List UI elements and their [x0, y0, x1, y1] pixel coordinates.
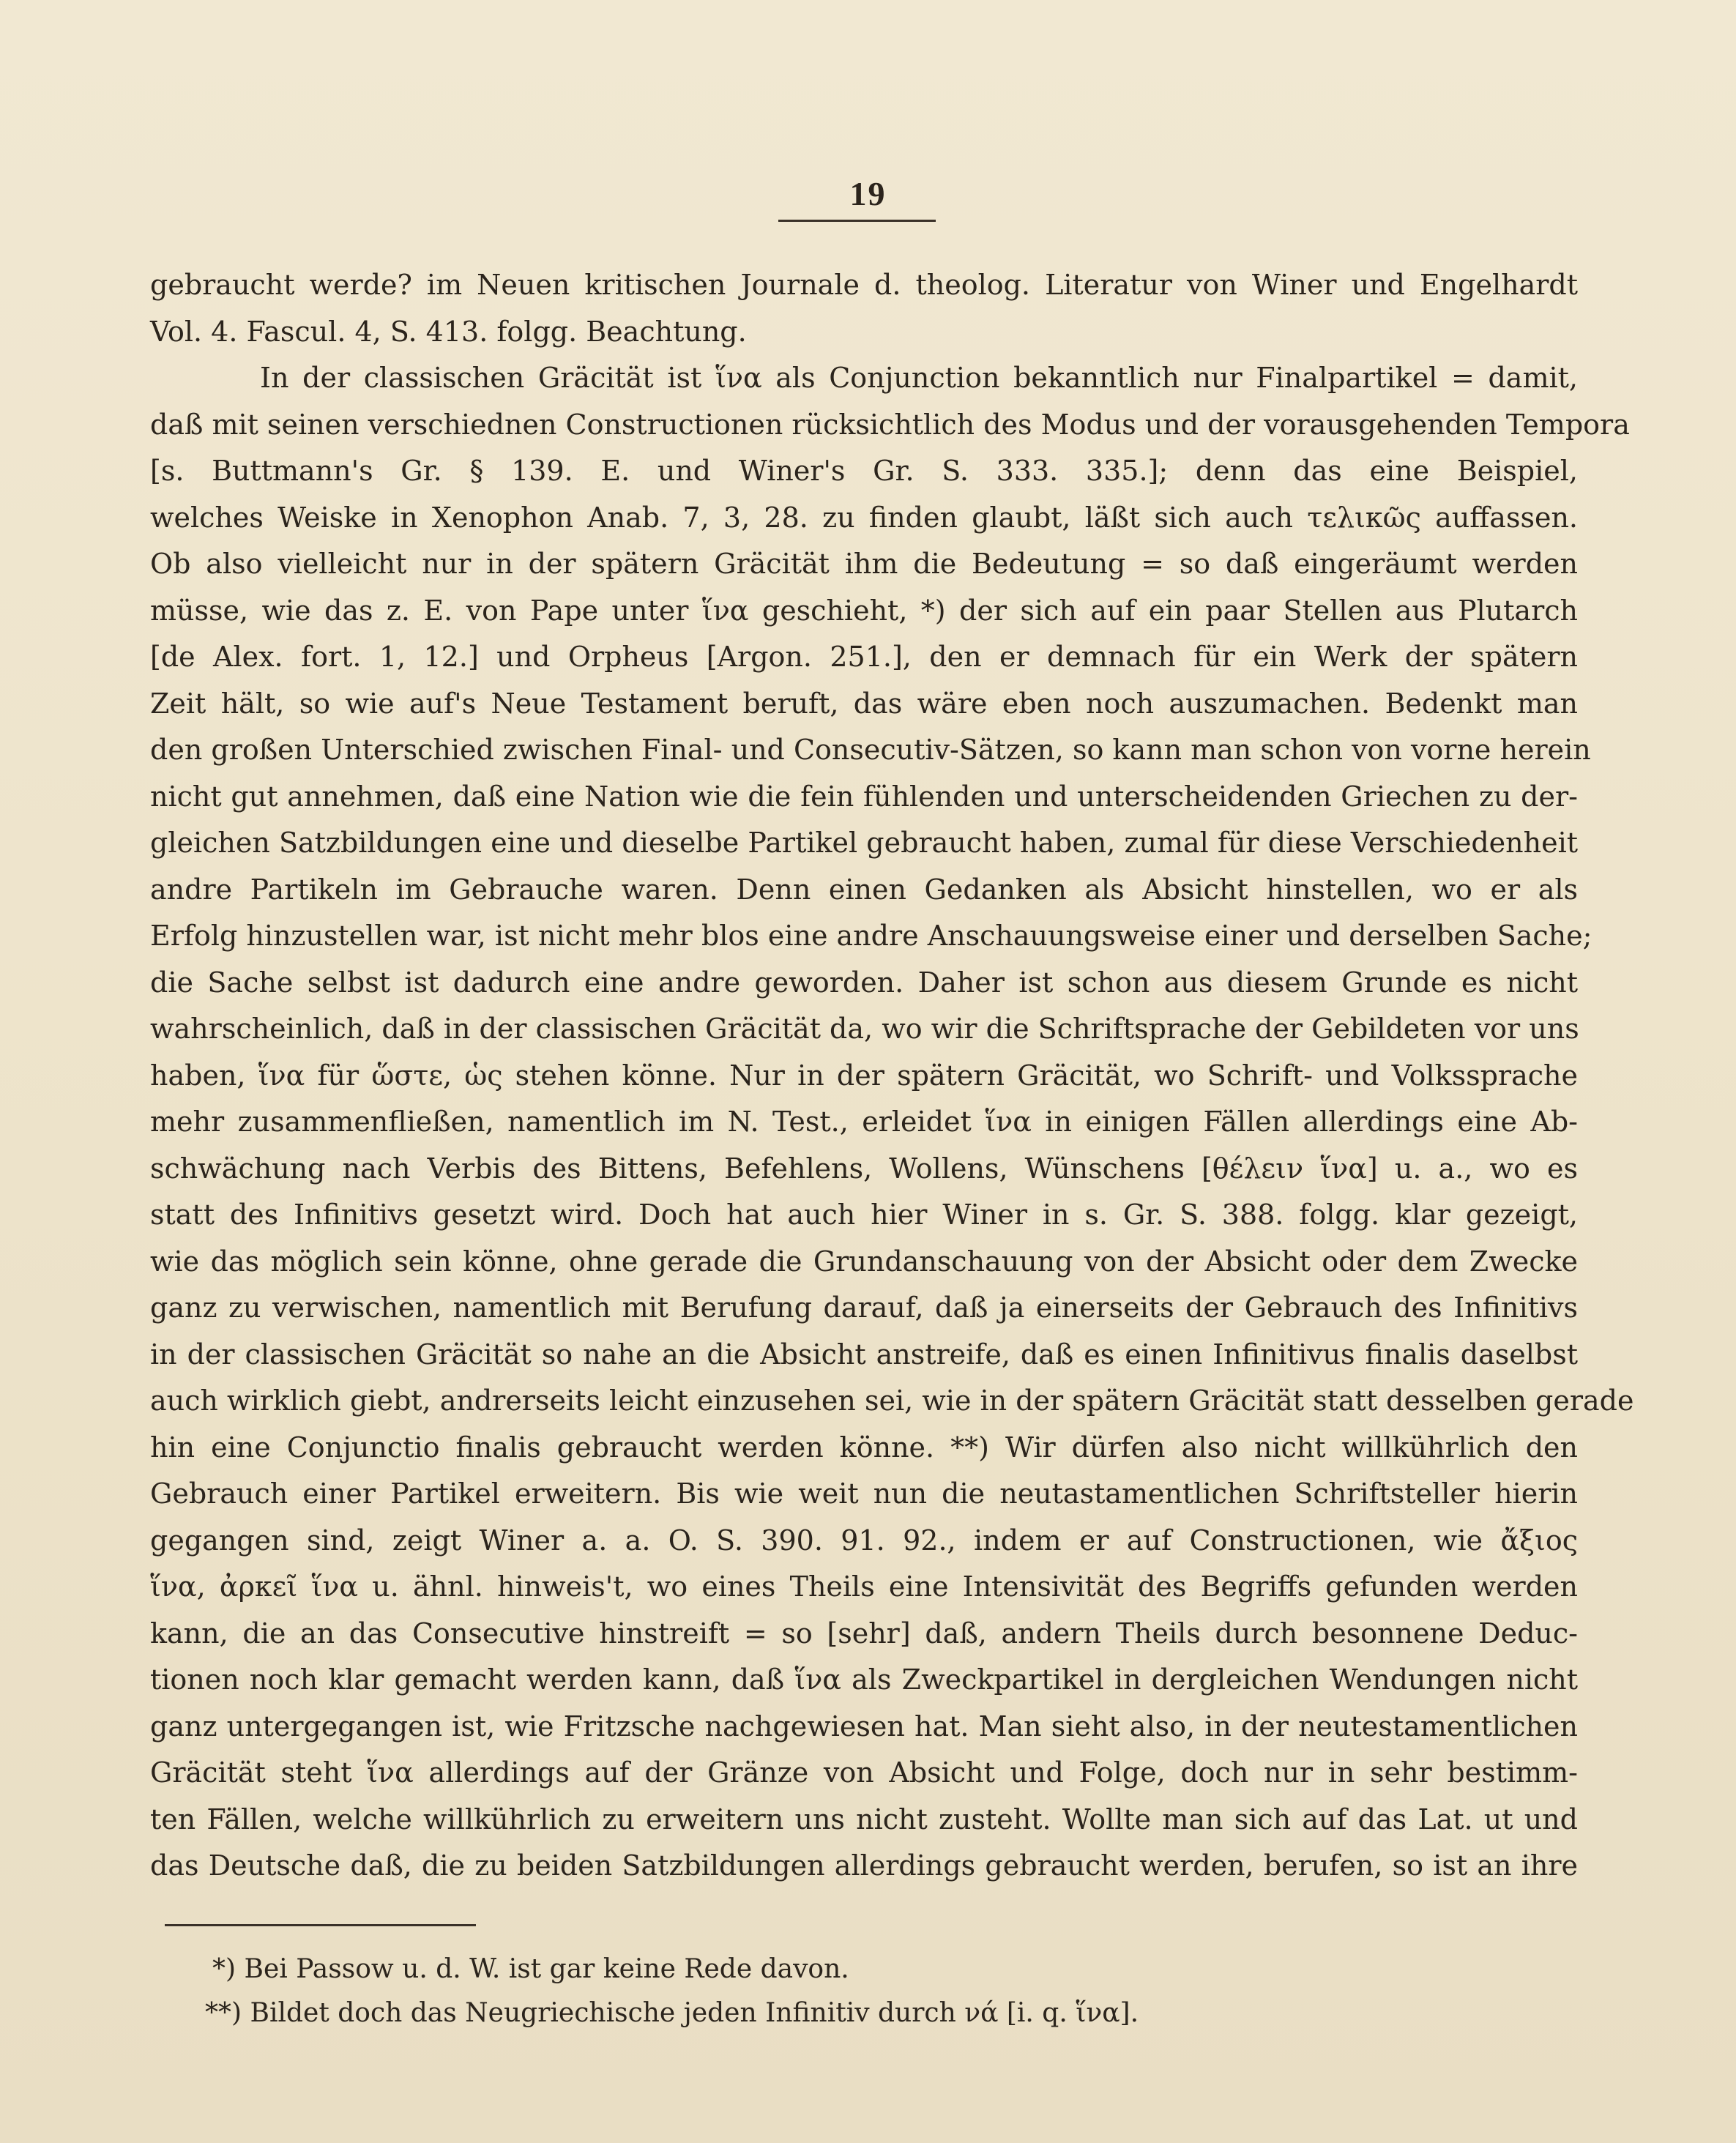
- text-line: schwächung nach Verbis des Bittens, Befehlens, Wollens, Wünschens [θέλειν ἵνα] u. a., wo es: [150, 1152, 1578, 1185]
- text-line: Ob also vielleicht nur in der spätern Gräcität ihm die Bedeutung = so daß eingeräumt werden: [150, 548, 1578, 580]
- footnotes: [205, 1948, 1311, 2035]
- text-line: ganz zu verwischen, namentlich mit Berufung darauf, daß ja einerseits der Gebrauch des Infinitivs: [150, 1292, 1578, 1324]
- text-line: daß mit seinen verschiednen Constructionen rücksichtlich des Modus und der vorausgehenden Tempora: [150, 408, 1630, 441]
- header-rule: [778, 220, 936, 222]
- text-line: ten Fällen, welche willkührlich zu erweitern uns nicht zusteht. Wollte man sich auf das Lat. ut und: [150, 1803, 1578, 1835]
- text-line: in der classischen Gräcität so nahe an die Absicht anstreife, daß es einen Infinitivus finalis daselbst: [150, 1338, 1578, 1371]
- text-line: gegangen sind, zeigt Winer a. a. O. S. 390. 91. 92., indem er auf Constructionen, wie ἄξιος: [150, 1524, 1578, 1557]
- text-line: [s. Buttmann's Gr. § 139. E. und Winer's Gr. S. 333. 335.]; denn das eine Beispiel,: [150, 455, 1578, 487]
- text-line: wie das möglich sein könne, ohne gerade die Grundanschauung von der Absicht oder dem Zwecke: [150, 1245, 1578, 1278]
- text-line: hin eine Conjunctio finalis gebraucht werden könne. **) Wir dürfen also nicht willkührlich den: [150, 1431, 1578, 1464]
- text-line: In der classischen Gräcität ist ἵνα als Conjunction bekanntlich nur Finalpartikel = damit,: [260, 362, 1578, 394]
- text-line: ἵνα, ἀρκεῖ ἵνα u. ähnl. hinweis't, wo eines Theils eine Intensivität des Begriffs gefunden werden: [150, 1570, 1578, 1603]
- text-line: die Sache selbst ist dadurch eine andre geworden. Daher ist schon aus diesem Grunde es nicht: [150, 966, 1578, 999]
- text-line: statt des Infinitivs gesetzt wird. Doch hat auch hier Winer in s. Gr. S. 388. folgg. klar gezeigt,: [150, 1199, 1578, 1231]
- text-line: auch wirklich giebt, andrerseits leicht einzusehen sei, wie in der spätern Gräcität statt desselben gerade: [150, 1384, 1634, 1417]
- footnote: *) Bei Passow u. d. W. ist gar keine Rede davon.: [212, 1954, 849, 1984]
- text-line: das Deutsche daß, die zu beiden Satzbildungen allerdings gebraucht werden, berufen, so ist an ihre: [150, 1849, 1578, 1882]
- text-line: gleichen Satzbildungen eine und dieselbe Partikel gebraucht haben, zumal für diese Verschiedenheit: [150, 827, 1578, 859]
- text-line: wahrscheinlich, daß in der classischen Gräcität da, wo wir die Schriftsprache der Gebildeten vor uns: [150, 1013, 1579, 1045]
- page-number: 19: [849, 175, 887, 212]
- text-line: ganz untergegangen ist, wie Fritzsche nachgewiesen hat. Man sieht also, in der neutestamentlichen: [150, 1710, 1578, 1743]
- text-line: Zeit hält, so wie auf's Neue Testament beruft, das wäre eben noch auszumachen. Bedenkt man: [150, 687, 1578, 720]
- text-line: [de Alex. fort. 1, 12.] und Orpheus [Argon. 251.], den er demnach für ein Werk der spätern: [150, 641, 1578, 673]
- text-line: müsse, wie das z. E. von Pape unter ἵνα geschieht, *) der sich auf ein paar Stellen aus Plutarch: [150, 594, 1578, 627]
- text-line: Erfolg hinzustellen war, ist nicht mehr blos eine andre Anschauungsweise einer und derselben Sache;: [150, 920, 1592, 952]
- text-line: den großen Unterschied zwischen Final- und Consecutiv-Sätzen, so kann man schon von vorne herein: [150, 734, 1591, 766]
- text-line: gebraucht werde? im Neuen kritischen Journale d. theolog. Literatur von Winer und Engelhardt: [150, 269, 1578, 301]
- text-line: tionen noch klar gemacht werden kann, daß ἵνα als Zweckpartikel in dergleichen Wendungen nicht: [150, 1663, 1578, 1696]
- footnote: **) Bildet doch das Neugriechische jeden Infinitiv durch νά [i. q. ἵνα].: [205, 1998, 1139, 2028]
- text-line: andre Partikeln im Gebrauche waren. Denn einen Gedanken als Absicht hinstellen, wo er als: [150, 873, 1578, 906]
- text-line: mehr zusammenfließen, namentlich im N. Test., erleidet ἵνα in einigen Fällen allerdings eine Ab-: [150, 1106, 1578, 1138]
- body-text: [150, 262, 1634, 1890]
- text-line: haben, ἵνα für ὥστε, ὡς stehen könne. Nur in der spätern Gräcität, wo Schrift- und Volkssprache: [150, 1059, 1578, 1092]
- footnote-rule: [165, 1924, 476, 1926]
- text-line: kann, die an das Consecutive hinstreift = so [sehr] daß, andern Theils durch besonnene Deduc-: [150, 1617, 1578, 1650]
- text-line: Gebrauch einer Partikel erweitern. Bis wie weit nun die neutastamentlichen Schriftsteller hierin: [150, 1477, 1578, 1510]
- text-line: Gräcität steht ἵνα allerdings auf der Gränze von Absicht und Folge, doch nur in sehr bestimm-: [150, 1756, 1578, 1789]
- text-line: nicht gut annehmen, daß eine Nation wie die fein fühlenden und unterscheidenden Griechen zu der-: [150, 780, 1578, 813]
- text-line: Vol. 4. Fascul. 4, S. 413. folgg. Beachtung.: [150, 315, 747, 348]
- text-line: welches Weiske in Xenophon Anab. 7, 3, 28. zu finden glaubt, läßt sich auch τελικῶς auffassen.: [150, 501, 1578, 534]
